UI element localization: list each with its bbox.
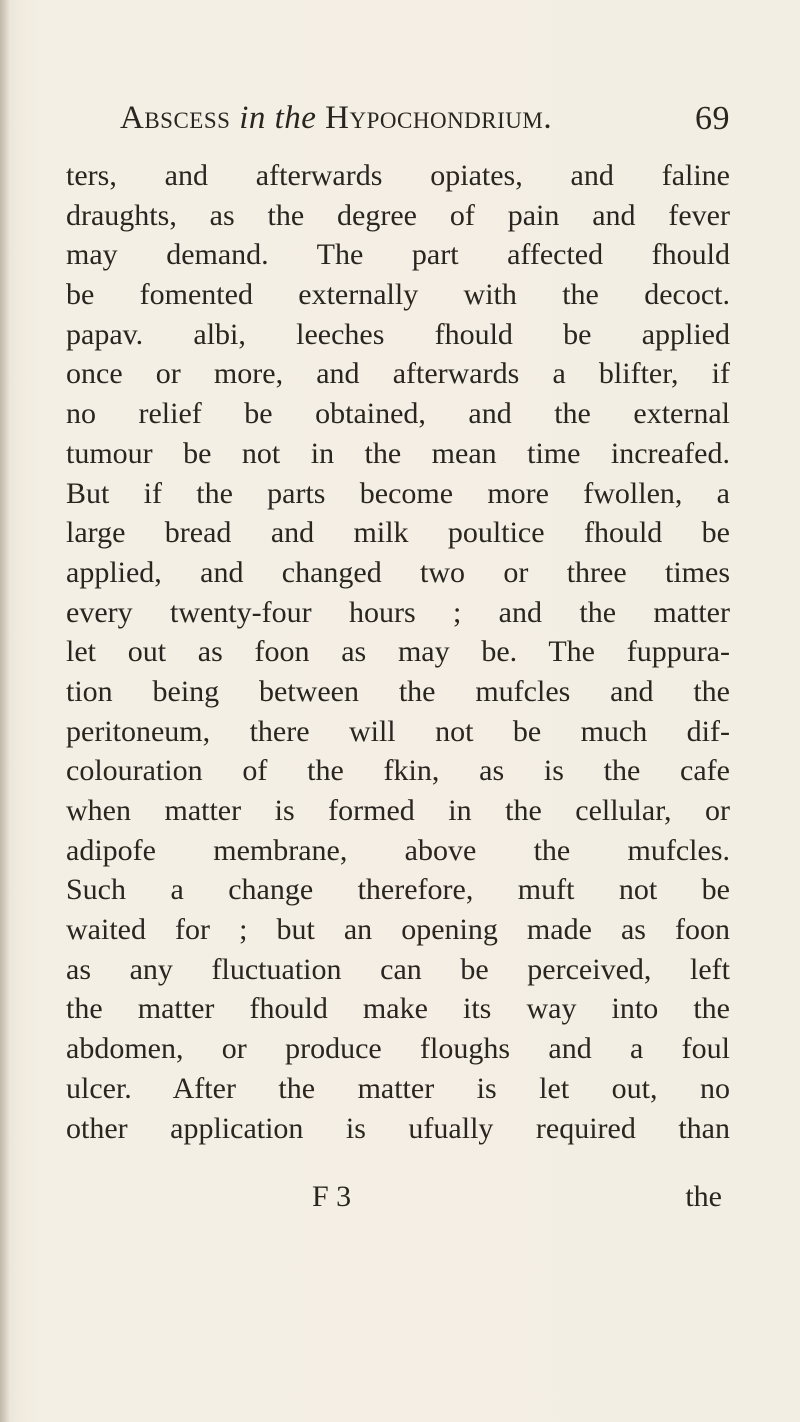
text-line: draughts, as the degree of pain and fever (66, 198, 730, 232)
running-head (120, 100, 730, 150)
text-line: tumour be not in the mean time increafed. (66, 436, 730, 470)
text-line: once or more, and afterwards a blifter, if (66, 357, 730, 391)
text-line: But if the parts become more fwollen, a (66, 476, 730, 510)
text-line: let out as foon as may be. The fuppura- (66, 635, 730, 669)
text-line: every twenty-four hours ; and the matter (66, 595, 730, 629)
text-line: no relief be obtained, and the external (66, 397, 730, 431)
running-head-title-in-the: in the (239, 100, 317, 136)
running-head-title-hypochondrium: Hypochondrium. (325, 100, 553, 136)
text-line: other application is ufually required than (66, 1111, 730, 1145)
text-line: the matter fhould make its way into the (66, 992, 730, 1026)
text-line: as any fluctuation can be perceived, left (66, 952, 730, 986)
text-line: adipofe membrane, above the mufcles. (66, 833, 730, 867)
text-line: large bread and milk poultice fhould be (66, 516, 730, 550)
text-line: Such a change therefore, muft not be (66, 873, 730, 907)
body-text (66, 156, 730, 1148)
signature-mark: F 3 (312, 1180, 352, 1213)
text-line: ters, and afterwards opiates, and faline (66, 159, 730, 192)
text-line: waited for ; but an opening made as foon (66, 913, 730, 947)
text-line: applied, and changed two or three times (66, 555, 730, 589)
page-number: 69 (695, 100, 730, 137)
text-line: papav. albi, leeches fhould be applied (66, 317, 730, 351)
text-line: when matter is formed in the cellular, or (66, 794, 730, 827)
text-line: abdomen, or produce floughs and a foul (66, 1032, 730, 1066)
text-line: tion being between the mufcles and the (66, 674, 730, 708)
running-head-title-abscess: Abscess (120, 100, 231, 136)
text-line: may demand. The part affected fhould (66, 238, 730, 272)
catchword: the (685, 1180, 722, 1213)
text-line: colouration of the fkin, as is the cafe (66, 754, 730, 788)
text-line: peritoneum, there will not be much dif- (66, 714, 730, 748)
gutter-shadow (0, 0, 10, 1422)
text-line: ulcer. After the matter is let out, no (66, 1071, 730, 1105)
text-line: be fomented externally with the decoct. (66, 278, 730, 312)
